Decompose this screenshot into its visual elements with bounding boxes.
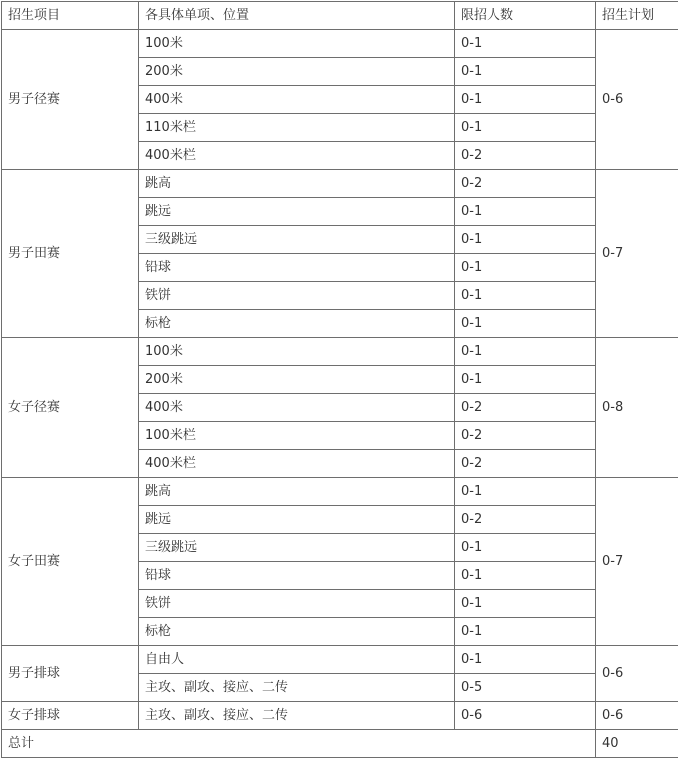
limit-cell: 0-1	[455, 478, 596, 506]
event-cell: 400米	[139, 394, 455, 422]
limit-cell: 0-1	[455, 282, 596, 310]
plan-cell: 0-6	[596, 30, 678, 170]
event-cell: 三级跳远	[139, 226, 455, 254]
header-event: 各具体单项、位置	[139, 2, 455, 30]
event-cell: 三级跳远	[139, 534, 455, 562]
project-name-cell: 男子田赛	[2, 170, 139, 338]
table-body	[2, 2, 678, 758]
limit-cell: 0-6	[455, 702, 596, 730]
plan-cell: 0-7	[596, 478, 678, 646]
limit-cell: 0-2	[455, 142, 596, 170]
event-cell: 标枪	[139, 310, 455, 338]
event-cell: 跳远	[139, 198, 455, 226]
limit-cell: 0-1	[455, 534, 596, 562]
limit-cell: 0-2	[455, 170, 596, 198]
plan-cell: 0-6	[596, 702, 678, 730]
limit-cell: 0-1	[455, 86, 596, 114]
project-name-cell: 女子排球	[2, 702, 139, 730]
event-cell: 铁饼	[139, 590, 455, 618]
plan-cell: 0-8	[596, 338, 678, 478]
limit-cell: 0-1	[455, 58, 596, 86]
event-cell: 跳远	[139, 506, 455, 534]
event-cell: 自由人	[139, 646, 455, 674]
total-label: 总计	[2, 730, 596, 758]
limit-cell: 0-1	[455, 226, 596, 254]
event-cell: 200米	[139, 366, 455, 394]
event-cell: 铅球	[139, 562, 455, 590]
event-cell: 400米栏	[139, 450, 455, 478]
event-cell: 标枪	[139, 618, 455, 646]
event-cell: 跳高	[139, 170, 455, 198]
event-cell: 110米栏	[139, 114, 455, 142]
event-cell: 400米栏	[139, 142, 455, 170]
limit-cell: 0-1	[455, 646, 596, 674]
limit-cell: 0-1	[455, 366, 596, 394]
limit-cell: 0-1	[455, 562, 596, 590]
limit-cell: 0-1	[455, 310, 596, 338]
event-cell: 100米栏	[139, 422, 455, 450]
event-cell: 100米	[139, 338, 455, 366]
limit-cell: 0-1	[455, 30, 596, 58]
event-cell: 跳高	[139, 478, 455, 506]
header-project: 招生项目	[2, 2, 139, 30]
header-row	[2, 2, 678, 30]
recruitment-table	[1, 1, 678, 758]
table-row	[2, 30, 678, 58]
limit-cell: 0-1	[455, 590, 596, 618]
limit-cell: 0-1	[455, 198, 596, 226]
table-row	[2, 478, 678, 506]
event-cell: 主攻、副攻、接应、二传	[139, 674, 455, 702]
table-row	[2, 338, 678, 366]
header-plan: 招生计划	[596, 2, 678, 30]
event-cell: 100米	[139, 30, 455, 58]
limit-cell: 0-2	[455, 394, 596, 422]
total-row	[2, 730, 678, 758]
table-row	[2, 702, 678, 730]
project-name-cell: 女子田赛	[2, 478, 139, 646]
project-name-cell: 女子径赛	[2, 338, 139, 478]
table-row	[2, 646, 678, 674]
project-name-cell: 男子排球	[2, 646, 139, 702]
limit-cell: 0-1	[455, 338, 596, 366]
event-cell: 200米	[139, 58, 455, 86]
limit-cell: 0-1	[455, 254, 596, 282]
total-value: 40	[596, 730, 678, 758]
plan-cell: 0-6	[596, 646, 678, 702]
event-cell: 主攻、副攻、接应、二传	[139, 702, 455, 730]
plan-cell: 0-7	[596, 170, 678, 338]
limit-cell: 0-2	[455, 450, 596, 478]
event-cell: 铁饼	[139, 282, 455, 310]
project-name-cell: 男子径赛	[2, 30, 139, 170]
limit-cell: 0-2	[455, 422, 596, 450]
header-limit: 限招人数	[455, 2, 596, 30]
limit-cell: 0-1	[455, 114, 596, 142]
limit-cell: 0-2	[455, 506, 596, 534]
limit-cell: 0-5	[455, 674, 596, 702]
event-cell: 400米	[139, 86, 455, 114]
limit-cell: 0-1	[455, 618, 596, 646]
event-cell: 铅球	[139, 254, 455, 282]
table-row	[2, 170, 678, 198]
